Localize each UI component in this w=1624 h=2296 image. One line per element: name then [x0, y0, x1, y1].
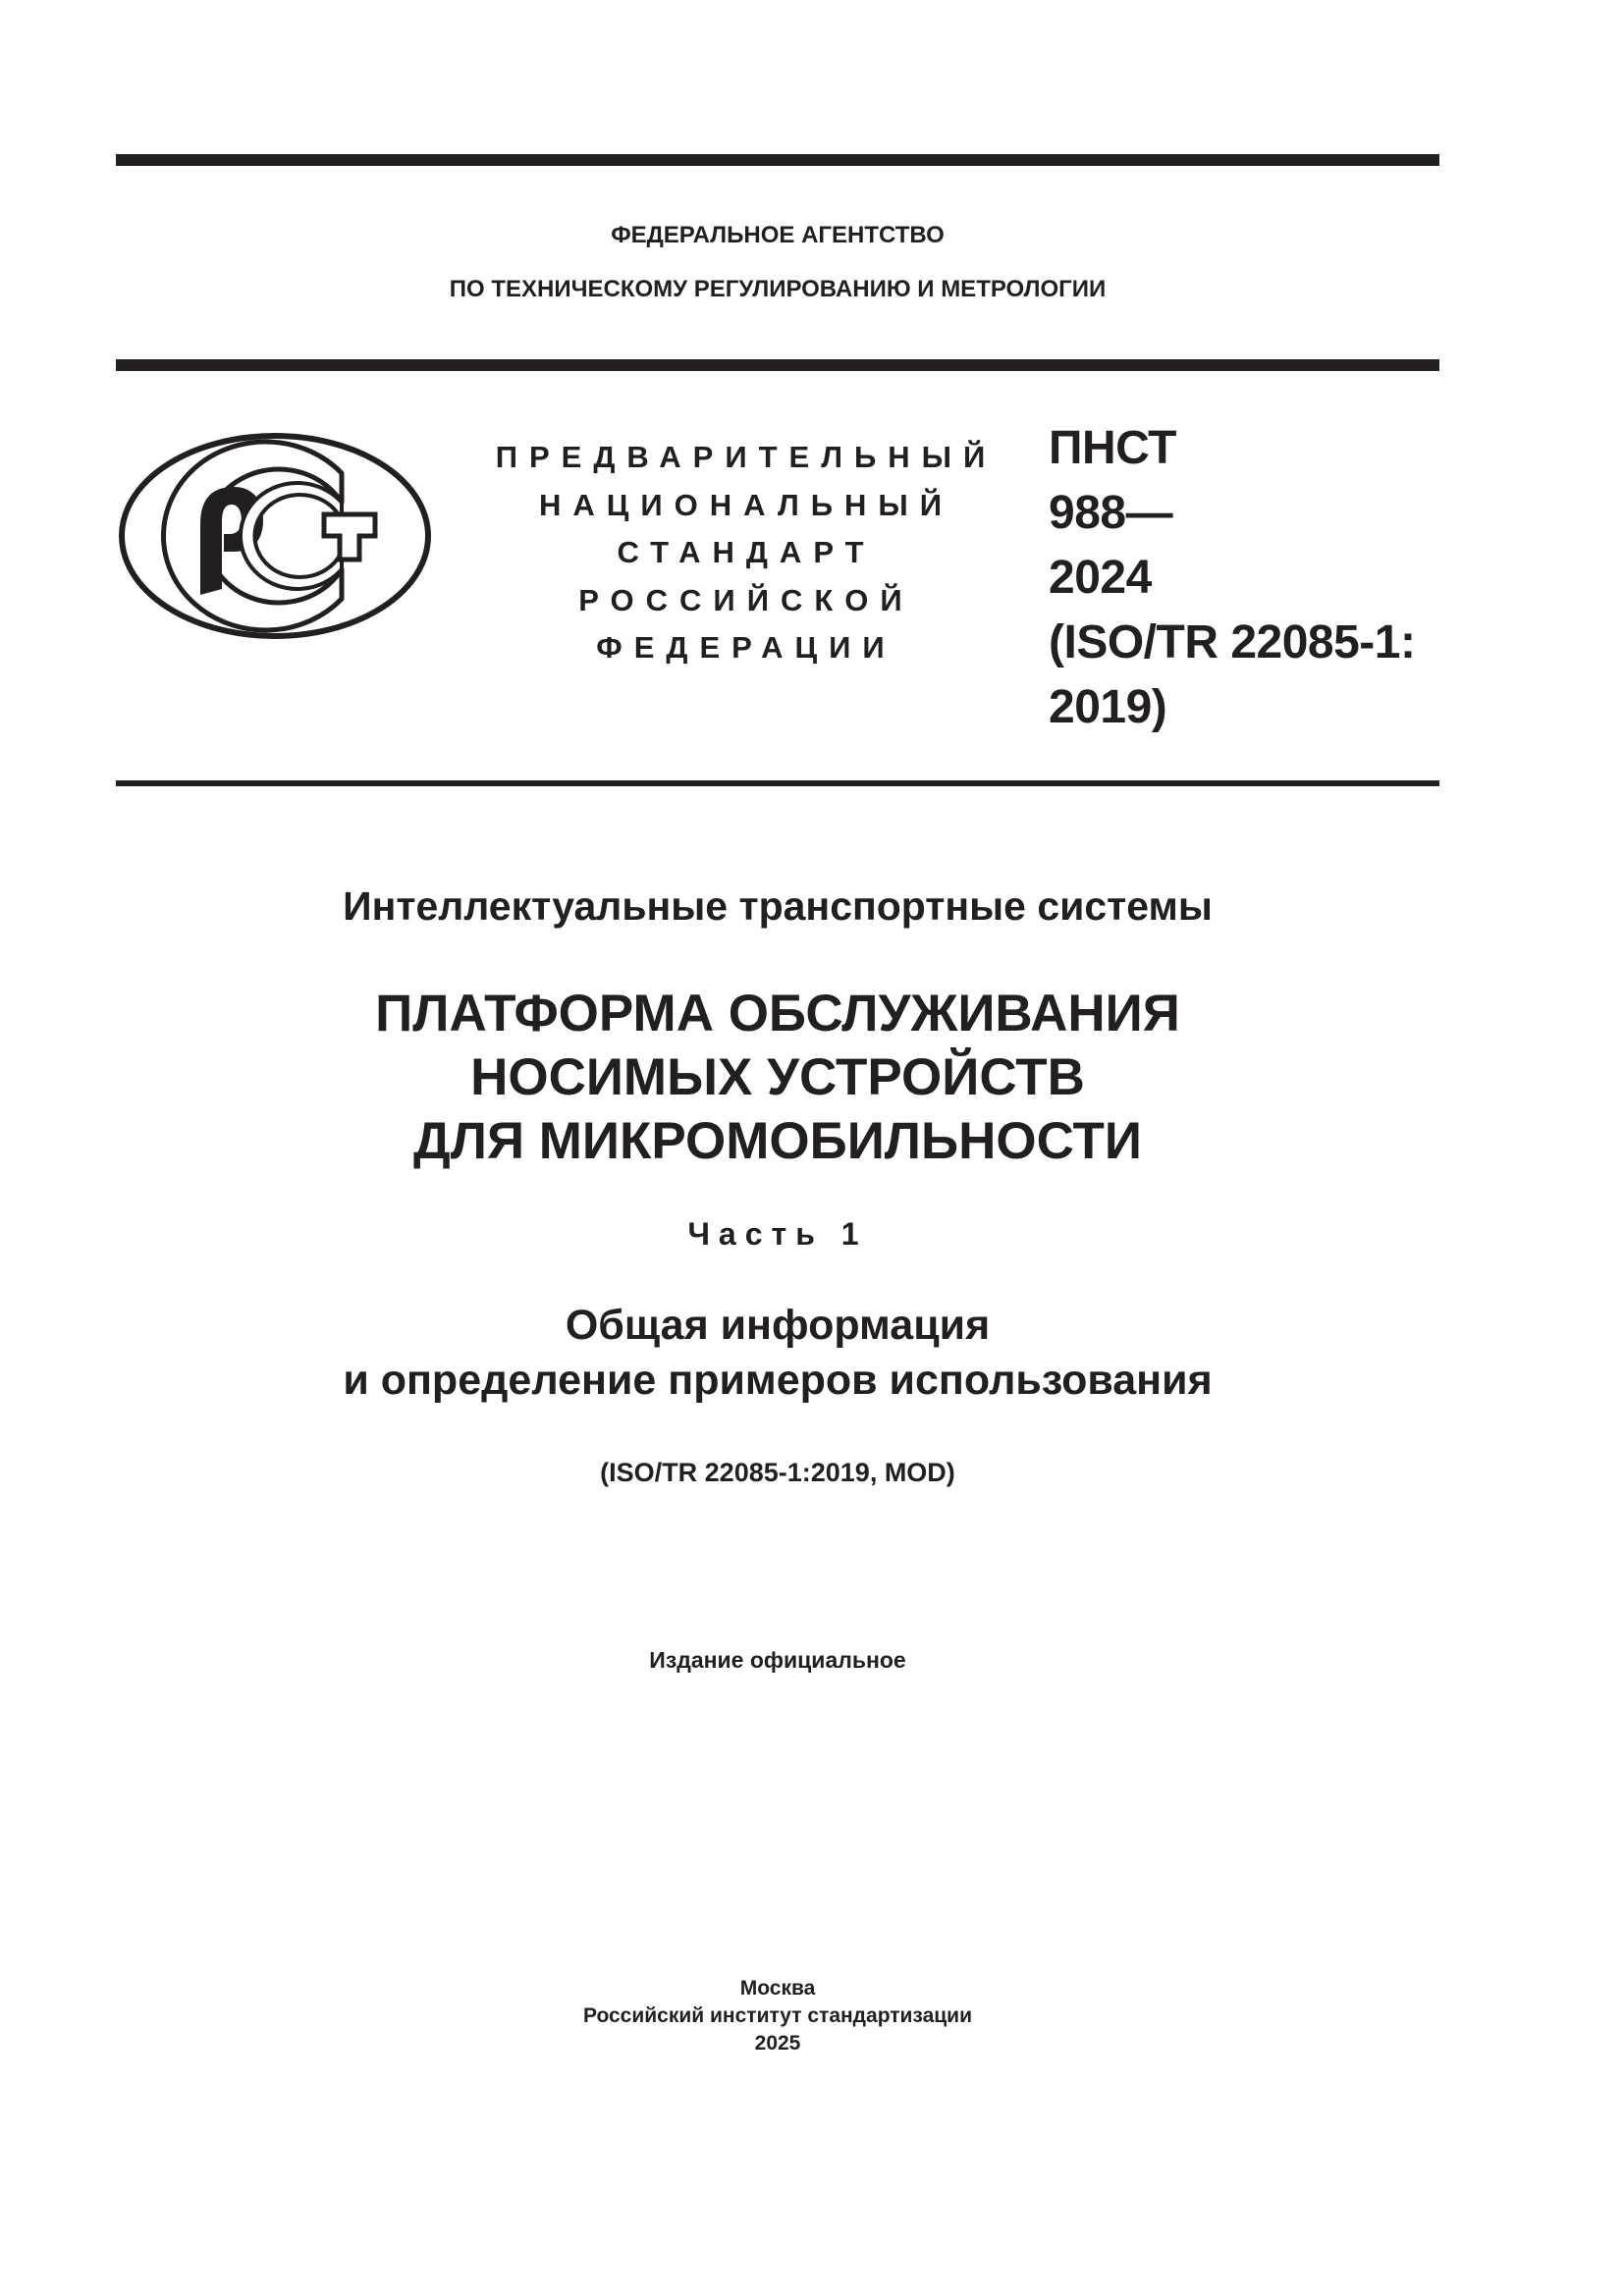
imprint-city: Москва — [739, 1977, 816, 2000]
imprint-year: 2025 — [754, 2032, 801, 2055]
standard-number-line: ПНСТ — [1049, 422, 1176, 474]
gost-r-logo-icon — [114, 426, 436, 646]
standard-type-line: ФЕДЕРАЦИИ — [596, 630, 896, 665]
top-divider — [116, 154, 1439, 166]
agency-name-line-2: ПО ТЕХНИЧЕСКОМУ РЕГУЛИРОВАНИЮ И МЕТРОЛОГИИ — [449, 276, 1107, 302]
title-divider — [116, 780, 1439, 786]
standard-type-line: РОССИЙСКОЙ — [578, 582, 914, 617]
part-title — [116, 1298, 1439, 1408]
standard-number-line: 2024 — [1049, 552, 1152, 604]
document-title-line: ПЛАТФОРМА ОБСЛУЖИВАНИЯ — [375, 985, 1180, 1042]
iso-modification-note: (ISO/TR 22085-1:2019, MOD) — [600, 1458, 955, 1487]
document-subject: Интеллектуальные транспортные системы — [343, 883, 1213, 929]
document-title-line: НОСИМЫХ УСТРОЙСТВ — [470, 1048, 1085, 1106]
standard-number-line: 2019) — [1049, 681, 1167, 733]
part-title-line: и определение примеров использования — [343, 1357, 1213, 1404]
header-divider — [116, 359, 1439, 371]
standard-type-line: СТАНДАРТ — [617, 535, 876, 569]
document-title — [116, 982, 1439, 1173]
standard-number — [1049, 416, 1461, 740]
standard-number-line: (ISO/TR 22085-1: — [1049, 616, 1416, 668]
standard-type-line: НАЦИОНАЛЬНЫЙ — [538, 487, 954, 522]
edition-label: Издание официальное — [649, 1647, 906, 1673]
standard-type-label — [481, 434, 1011, 672]
part-number: Часть 1 — [687, 1216, 868, 1252]
standard-number-line: 988— — [1049, 487, 1173, 539]
imprint-publisher: Российский институт стандартизации — [582, 2004, 973, 2027]
agency-name-line-1: ФЕДЕРАЛЬНОЕ АГЕНТСТВО — [611, 222, 945, 248]
part-title-line: Общая информация — [565, 1302, 991, 1349]
imprint — [116, 1975, 1439, 2057]
standard-type-line: ПРЕДВАРИТЕЛЬНЫЙ — [495, 440, 998, 474]
document-title-line: ДЛЯ МИКРОМОБИЛЬНОСТИ — [413, 1112, 1142, 1170]
